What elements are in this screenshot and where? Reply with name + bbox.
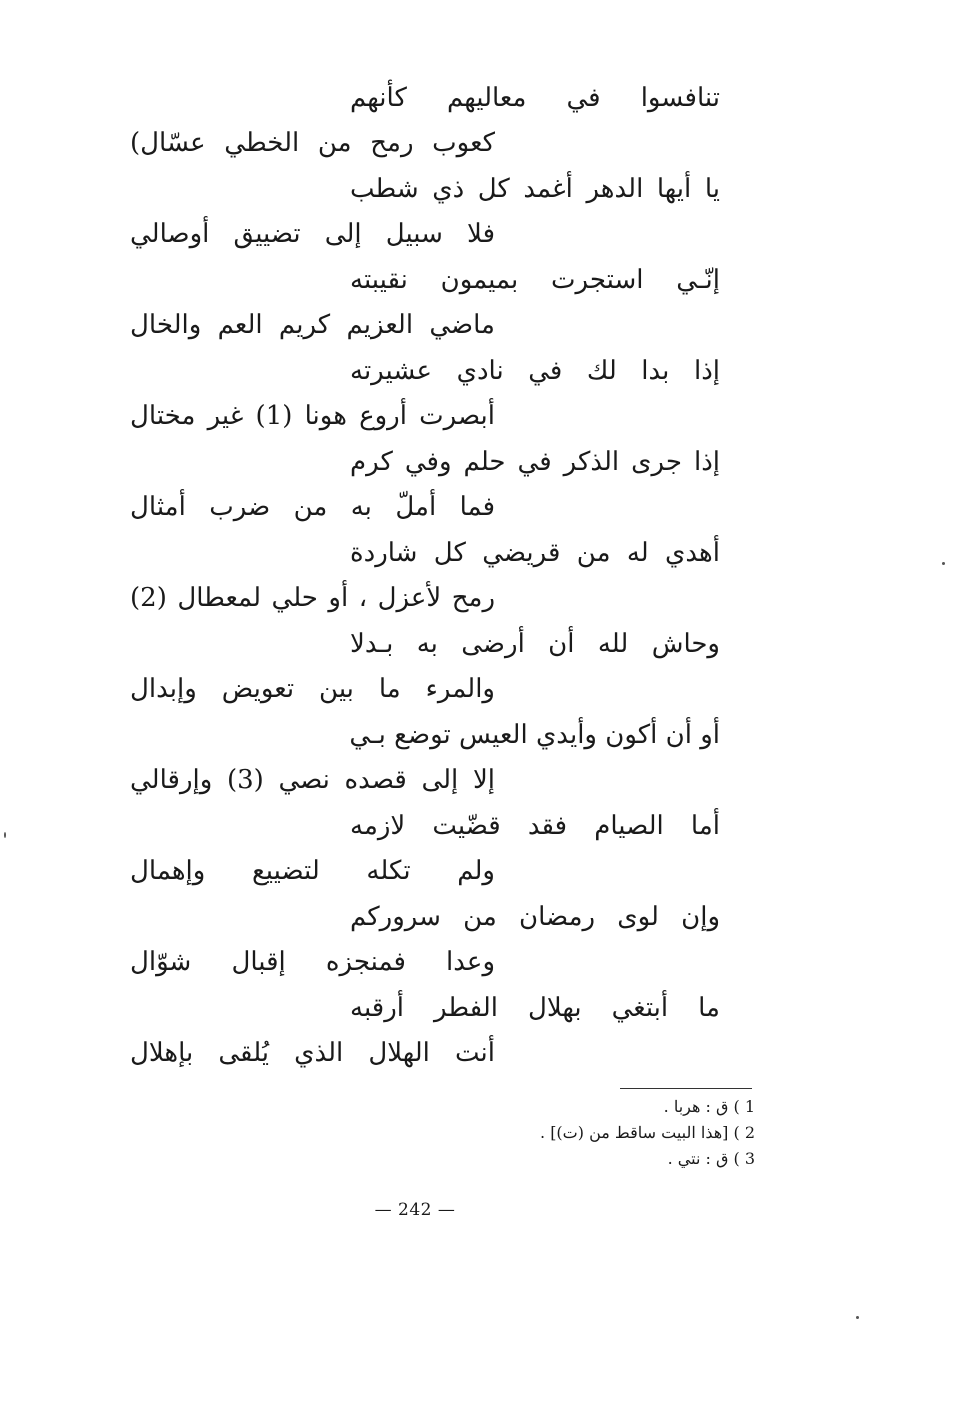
page-number: — 242 —: [374, 1200, 456, 1220]
poem: [130, 78, 720, 1079]
scan-speck: [942, 562, 945, 565]
first-hemistich: أو أن أكون وأيدي العيس توضع بـي: [349, 720, 720, 750]
first-hemistich: أهدي له من قريضي كل شاردة: [350, 538, 720, 568]
scan-speck: [856, 1316, 859, 1319]
second-hemistich: فما أملّ به من ضرب أمثال: [130, 492, 495, 522]
verse: [130, 988, 720, 1079]
second-hemistich: ماضي العزيم كريم العم والخال: [130, 310, 495, 340]
first-hemistich: أما الصيام فقد قضّيت لازمه: [350, 811, 720, 841]
first-hemistich: إذا جرى الذكر في حلم وفي كرم: [350, 447, 720, 477]
second-hemistich: والمرء ما بين تعويض وإبدال: [130, 674, 495, 704]
verse: [130, 806, 720, 897]
second-hemistich: رمح لأعزل ، أو حلي لمعطال (2): [130, 583, 495, 613]
first-hemistich: وإن لوى رمضان من سروركم: [350, 902, 720, 932]
verse: [130, 715, 720, 806]
verse: [130, 78, 720, 169]
footnote: 3 ) ق : نتي .: [667, 1149, 755, 1168]
verse: [130, 260, 720, 351]
second-hemistich: كعوب رمح من الخطي عسّال): [130, 128, 495, 158]
second-hemistich: أبصرت أروع هونا (1) غير مختال: [130, 401, 495, 431]
first-hemistich: يا أيها الدهر أغمد كل ذي شطب: [350, 174, 720, 204]
footnote-divider: [620, 1088, 752, 1089]
second-hemistich: فلا سبيل إلى تضييق أوصالي: [130, 219, 495, 249]
footnote: 1 ) ق : هربا .: [663, 1097, 755, 1116]
verse: [130, 169, 720, 260]
verse: [130, 897, 720, 988]
second-hemistich: إلا إلى قصده نصي (3) وإرقالي: [130, 765, 495, 795]
verse: [130, 351, 720, 442]
second-hemistich: وعدا فمنجزه إقبال شوّال: [130, 947, 495, 977]
footnotes: [415, 1094, 755, 1172]
second-hemistich: ولم تكله لتضييع وإهمال: [130, 856, 495, 886]
first-hemistich: تنافسوا في معاليهم كأنهم: [350, 83, 720, 113]
first-hemistich: وحاش لله أن أرضى به بـدلا: [350, 629, 720, 659]
verse: [130, 533, 720, 624]
second-hemistich: أنت الهلال الذي يُلقى بإهلال: [130, 1038, 495, 1068]
footnote: 2 ) [هذا البيت ساقط من (ت)] .: [540, 1123, 755, 1142]
first-hemistich: إنّـي استجرت بميمون نقيبته: [350, 265, 720, 295]
verse: [130, 442, 720, 533]
verse: [130, 624, 720, 715]
first-hemistich: ما أبتغي بهلال الفطر أرقبه: [350, 993, 720, 1023]
first-hemistich: إذا بدا لك في نادي عشيرته: [350, 356, 720, 386]
scan-speck: [4, 832, 6, 838]
